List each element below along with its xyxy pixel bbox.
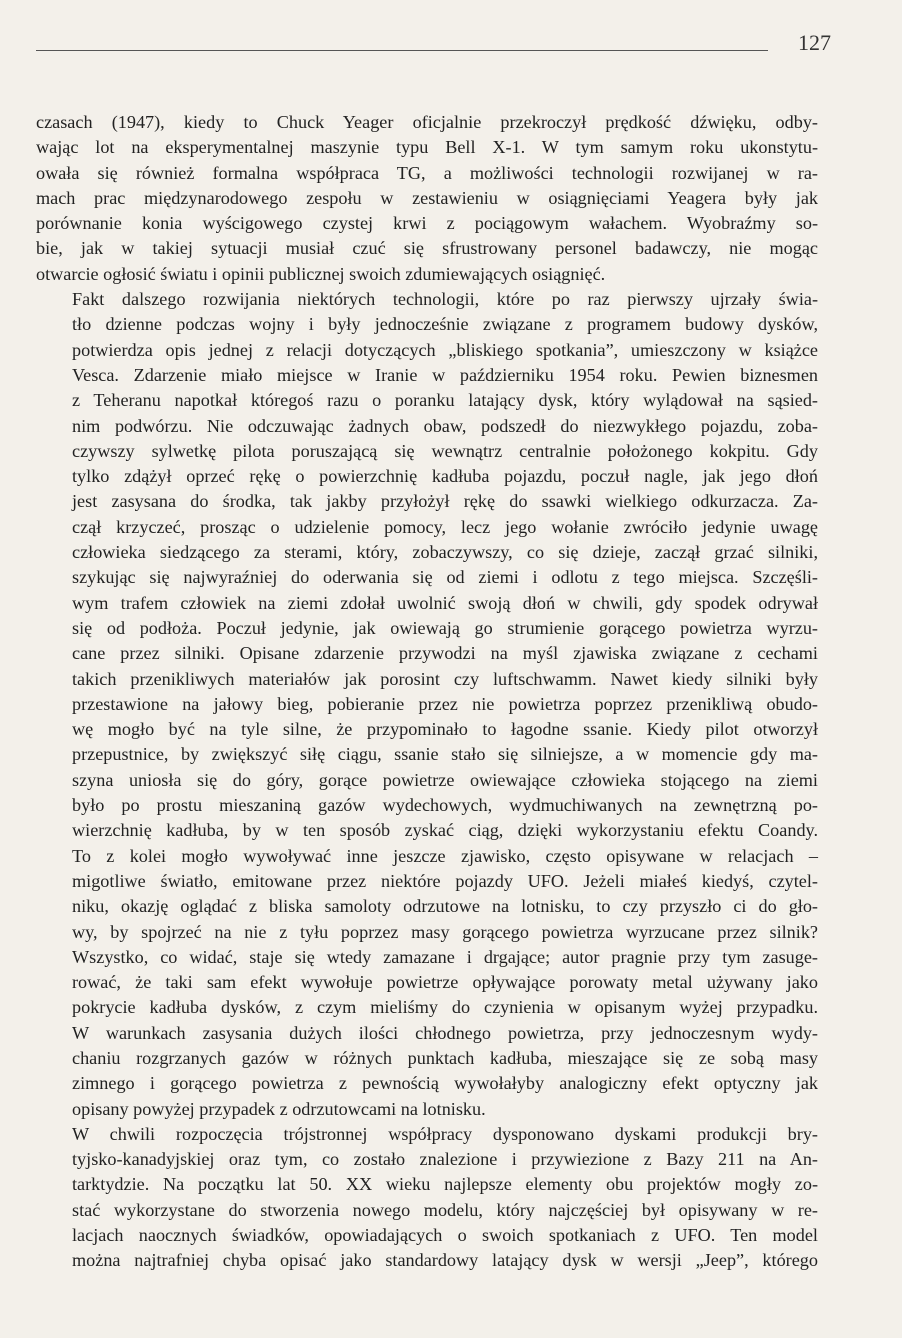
paragraph <box>36 110 818 287</box>
text-line: stać wykorzystane do stworzenia nowego modelu, który najczęściej był opisywany w re- <box>72 1199 818 1220</box>
text-line: Fakt dalszego rozwijania niektórych technologii, które po raz pierwszy ujrzały świa- <box>72 289 818 310</box>
text-line: bie, jak w takiej sytuacji musiał czuć się sfrustrowany personel badawczy, nie mogąc <box>36 238 818 259</box>
text-line: wę mogło być na tyle silne, że przypominało to łagodne ssanie. Kiedy pilot otworzył <box>72 719 818 740</box>
text-line: można najtrafniej chyba opisać jako standardowy latający dysk w wersji „Jeep”, którego <box>72 1250 818 1271</box>
text-line: tyjsko-kanadyjskiej oraz tym, co zostało znalezione i przywiezione z Bazy 211 na An- <box>72 1149 818 1170</box>
text-line: To z kolei mogło wywoływać inne jeszcze zjawisko, często opisywane w relacjach – <box>72 845 818 866</box>
page-header <box>36 30 836 56</box>
text-line: rować, że taki sam efekt wywołuje powietrze opływające porowaty metal używany jako <box>72 972 818 993</box>
page-number: 127 <box>798 30 831 55</box>
paragraph <box>36 287 818 1122</box>
body-text <box>36 110 818 1274</box>
text-line: opisany powyżej przypadek z odrzutowcami na lotnisku. <box>72 1098 486 1119</box>
text-line: czywszy sylwetkę pilota poruszającą się wewnątrz centralnie położonego kokpitu. Gdy <box>72 440 818 461</box>
text-line: lacjach naocznych świadków, opowiadających o swoich spotkaniach z UFO. Ten model <box>72 1225 818 1246</box>
text-line: nim podwórzu. Nie odczuwając żadnych obaw, podszedł do niezwykłego pojazdu, zoba- <box>72 415 818 436</box>
text-line: takich przenikliwych materiałów jak porosint czy luftschwamm. Nawet kiedy silniki były <box>72 668 818 689</box>
text-line: pokrycie kadłuba dysków, z czym mieliśmy do czynienia w opisanym wyżej przypadku. <box>72 997 818 1018</box>
paragraph <box>36 1122 818 1274</box>
text-line: tylko zdążył oprzeć rękę o powierzchnię kadłuba pojazdu, poczuł nagle, jak jego dłoń <box>72 466 818 487</box>
text-line: chaniu rozgrzanych gazów w różnych punktach kadłuba, mieszające się ze sobą masy <box>72 1047 818 1068</box>
text-line: potwierdza opis jednej z relacji dotyczących „bliskiego spotkania”, umieszczony w książce <box>72 339 818 360</box>
text-line: wierzchnię kadłuba, by w ten sposób zyskać ciąg, dzięki wykorzystaniu efektu Coandy. <box>72 820 818 841</box>
text-line: było po prostu mieszaniną gazów wydechowych, wydmuchiwanych na zewnętrzną po- <box>72 795 818 816</box>
text-line: W chwili rozpoczęcia trójstronnej współpracy dysponowano dyskami produkcji bry- <box>72 1123 818 1144</box>
text-line: zimnego i gorącego powietrza z pewnością wywołałyby analogiczny efekt optyczny jak <box>72 1073 818 1094</box>
text-line: jest zasysana do środka, tak jakby przyłożył rękę do ssawki wielkiego odkurzacza. Za- <box>72 491 818 512</box>
text-line: Wszystko, co widać, staje się wtedy zamazane i drgające; autor pragnie przy tym zasuge- <box>72 946 818 967</box>
text-line: czasach (1947), kiedy to Chuck Yeager oficjalnie przekroczył prędkość dźwięku, odby- <box>36 112 818 132</box>
header-rule <box>36 50 768 51</box>
text-line: przepustnice, by zwiększyć siłę ciągu, ssanie stało się silniejsze, a w momencie gdy ma- <box>72 744 818 765</box>
text-line: szyna uniosła się do góry, gorące powietrze owiewające człowieka stojącego na ziemi <box>72 769 818 790</box>
text-line: otwarcie ogłosić światu i opinii publicznej swoich zdumiewających osiągnięć. <box>36 263 606 284</box>
text-line: porównanie konia wyścigowego czystej krwi z pociągowym wałachem. Wyobraźmy so- <box>36 213 818 234</box>
text-line: Vesca. Zdarzenie miało miejsce w Iranie w październiku 1954 roku. Pewien biznesmen <box>72 364 818 385</box>
text-line: czął krzyczeć, prosząc o udzielenie pomocy, lecz jego wołanie zwróciło jedynie uwagę <box>72 516 818 537</box>
text-line: owała się również formalna współpraca TG, a możliwości technologii rozwijanej w ra- <box>36 162 818 183</box>
text-line: migotliwe światło, emitowane przez niektóre pojazdy UFO. Jeżeli miałeś kiedyś, czytel- <box>72 870 818 891</box>
text-line: wym trafem człowiek na ziemi zdołał uwolnić swoją dłoń w chwili, gdy spodek odrywał <box>72 592 818 613</box>
text-line: mach prac międzynarodowego zespołu w zestawieniu w osiągnięciami Yeagera były jak <box>36 187 818 208</box>
text-line: cane przez silniki. Opisane zdarzenie przywodzi na myśl zjawiska związane z cechami <box>72 643 818 664</box>
text-line: wy, by spojrzeć na nie z tyłu poprzez masy gorącego powietrza wyrzucane przez silnik? <box>72 921 818 942</box>
text-line: tarktydzie. Na początku lat 50. XX wieku najlepsze elementy obu projektów mogły zo- <box>72 1174 818 1195</box>
text-line: z Teheranu napotkał któregoś razu o poranku latający dysk, który wylądował na sąsied- <box>72 390 818 411</box>
text-line: przestawione na jałowy bieg, pobieranie przez nie powietrza poprzez przenikliwą obudo- <box>72 693 818 714</box>
text-line: się od podłoża. Poczuł jedynie, jak owiewają go strumienie gorącego powietrza wyrzu- <box>72 617 818 638</box>
text-line: W warunkach zasysania dużych ilości chłodnego powietrza, przy jednoczesnym wydy- <box>72 1022 818 1043</box>
text-line: niku, okazję oglądać z bliska samoloty odrzutowe na lotnisku, to czy przyszło ci do gło- <box>72 896 818 917</box>
text-line: człowieka siedzącego za sterami, który, zobaczywszy, co się dzieje, zaczął grzać silniki, <box>72 542 818 563</box>
text-line: tło dzienne podczas wojny i były jednocześnie związane z programem budowy dysków, <box>72 314 818 335</box>
text-line: wając lot na eksperymentalnej maszynie typu Bell X-1. W tym samym roku ukonstytu- <box>36 137 818 158</box>
text-line: szykując się najwyraźniej do oderwania się od ziemi i odlotu z tego miejsca. Szczęśli- <box>72 567 818 588</box>
